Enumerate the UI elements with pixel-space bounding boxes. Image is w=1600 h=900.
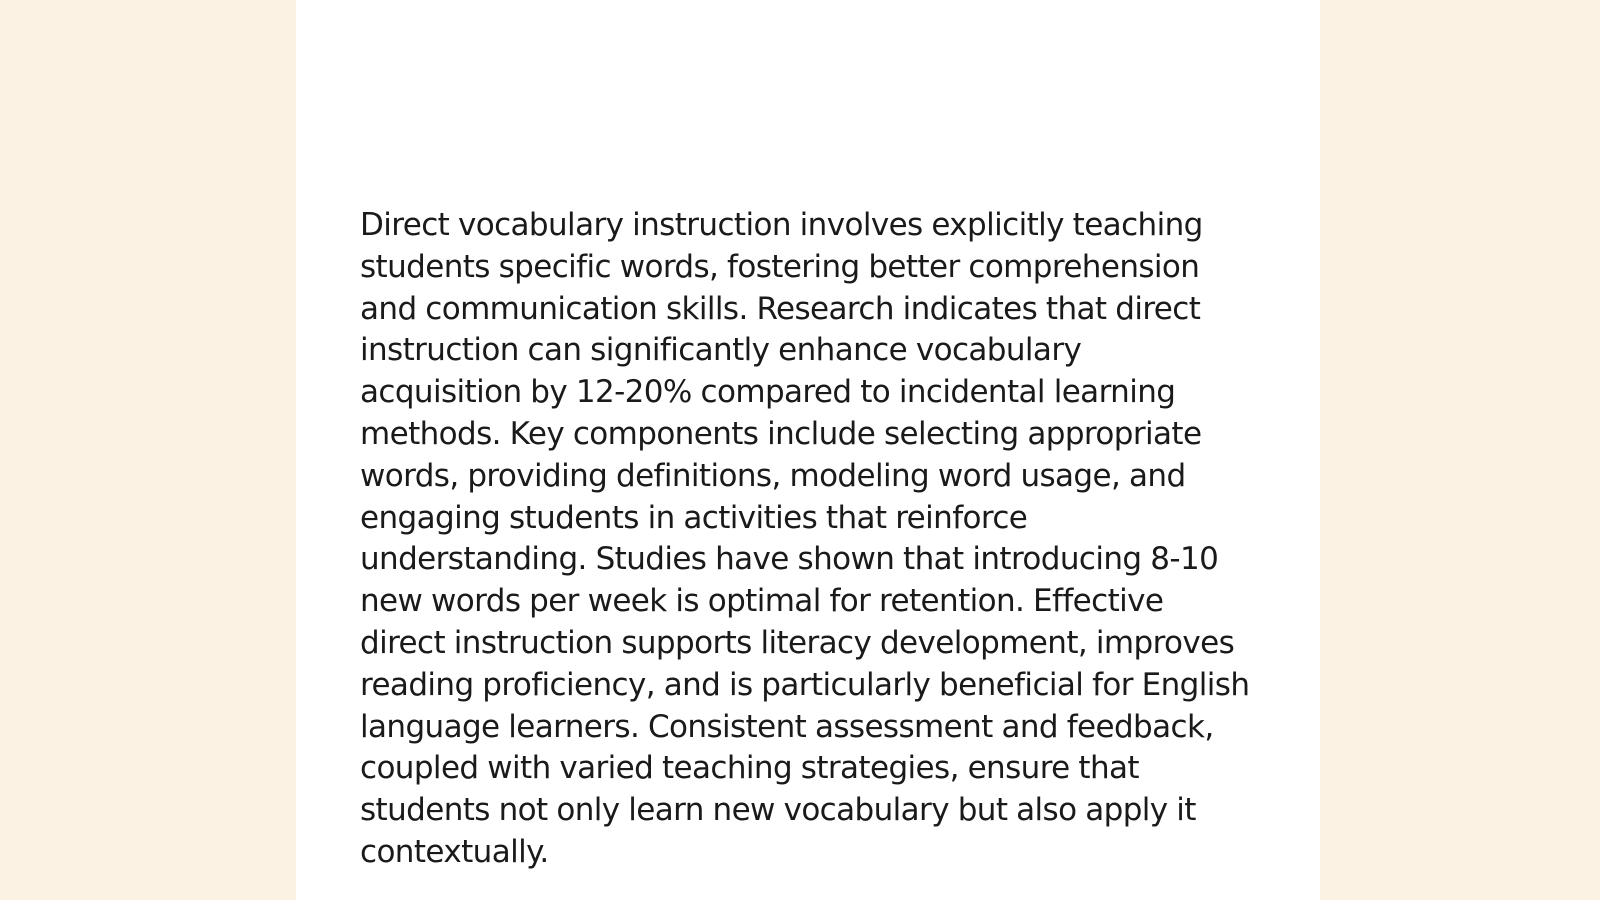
document-page xyxy=(296,0,1320,900)
body-paragraph: Direct vocabulary instruction involves explicitly teaching students specific words, fostering better comprehension and communication skills. Research indicates that direct instruction can significantly enhance vocabulary acquisition by 12-20% compared to incidental learning methods. Key components include selecting appropriate words, providing definitions, modeling word usage, and engaging students in activities that reinforce understanding. Studies have shown that introducing 8-10 new words per week is optimal for retention. Effective direct instruction supports literacy development, improves reading proficiency, and is particularly beneficial for English language learners. Consistent assessment and feedback, coupled with varied teaching strategies, ensure that students not only learn new vocabulary but also apply it contextually. xyxy=(360,207,1250,870)
